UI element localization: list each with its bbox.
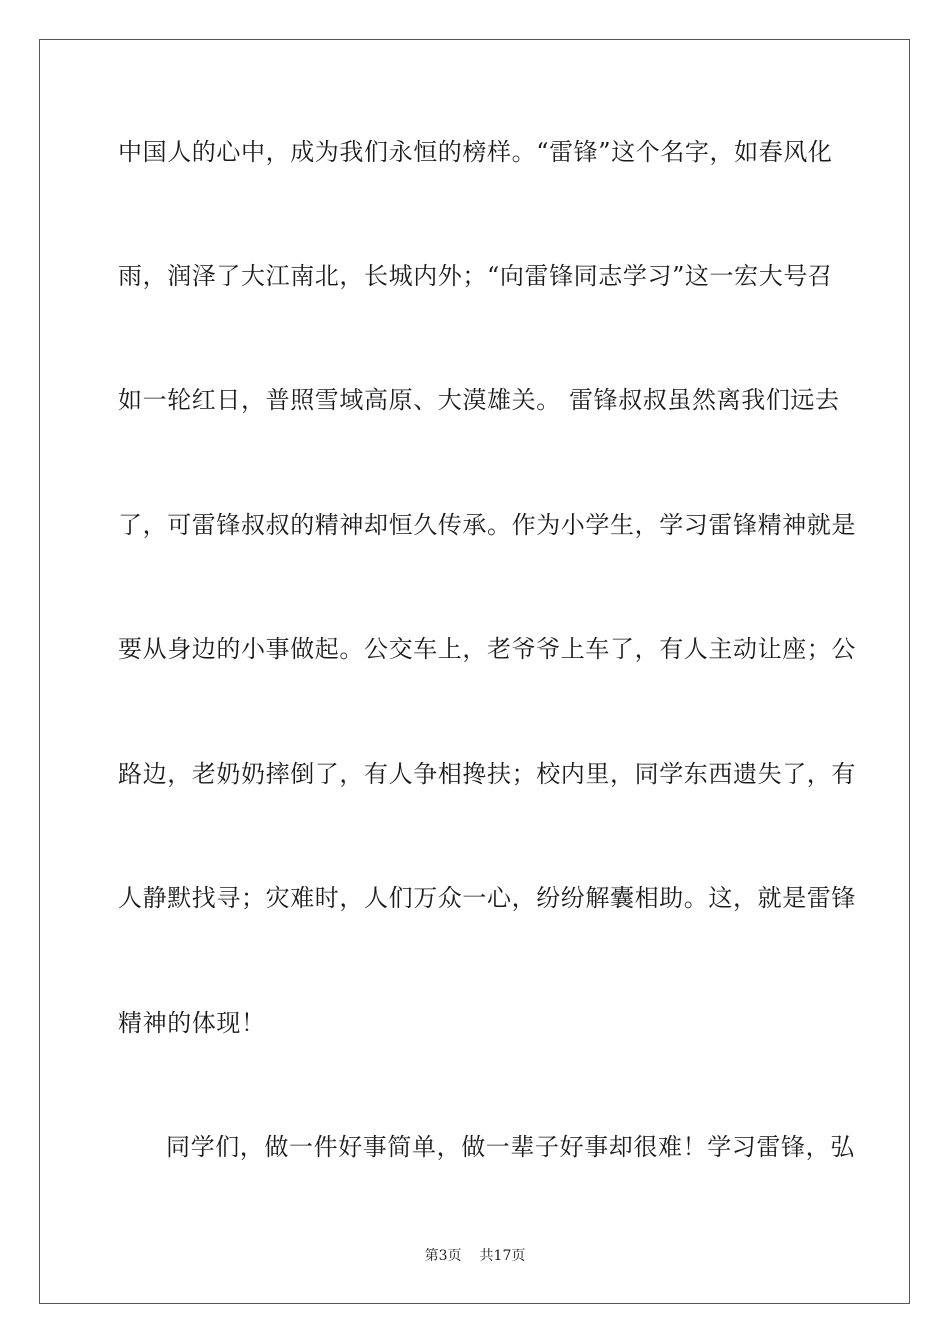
paragraph-start-line: 同学们，做一件好事简单，做一辈子好事却很难！学习雷锋，弘	[166, 1133, 855, 1161]
body-line: 精神的体现！	[118, 1009, 266, 1037]
body-line: 要从身边的小事做起。公交车上，老爷爷上车了，有人主动让座；公	[118, 635, 856, 663]
page-number: 第3页	[424, 1248, 462, 1264]
page-frame	[39, 39, 910, 1304]
body-line: 人静默找寻；灾难时，人们万众一心，纷纷解囊相助。这，就是雷锋	[118, 884, 856, 912]
body-line: 雨，润泽了大江南北，长城内外；“向雷锋同志学习”这一宏大号召	[118, 262, 833, 290]
page-total: 共17页	[479, 1248, 526, 1264]
body-line: 了，可雷锋叔叔的精神却恒久传承。作为小学生，学习雷锋精神就是	[118, 511, 856, 539]
body-line: 路边，老奶奶摔倒了，有人争相搀扶；校内里，同学东西遗失了，有	[118, 760, 856, 788]
body-line: 中国人的心中，成为我们永恒的榜样。“雷锋”这个名字，如春风化	[118, 138, 833, 166]
body-line: 如一轮红日，普照雪域高原、大漠雄关。 雷锋叔叔虽然离我们远去	[118, 386, 840, 414]
page-footer	[0, 1247, 950, 1265]
